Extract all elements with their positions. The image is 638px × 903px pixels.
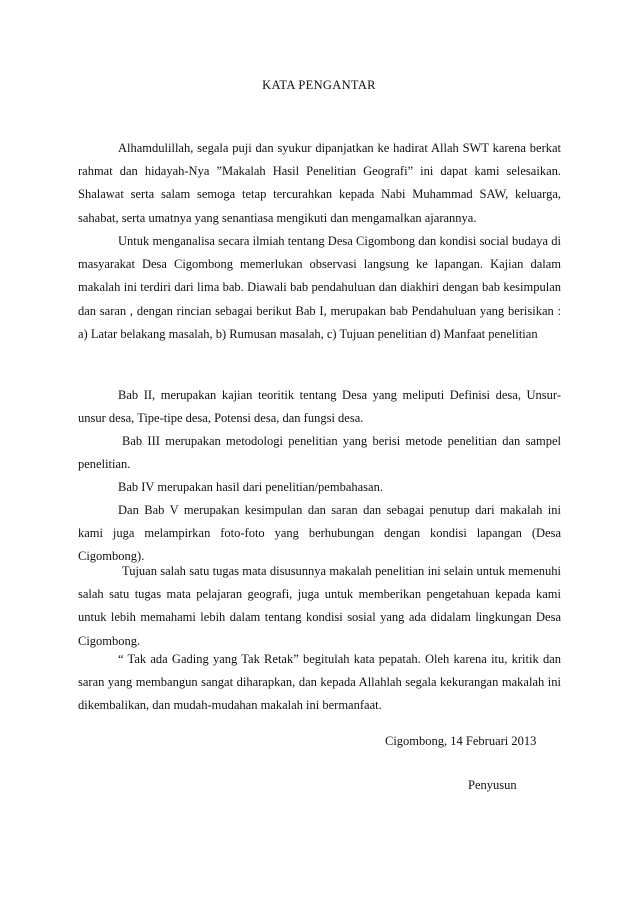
place-date: Cigombong, 14 Februari 2013 <box>385 734 537 748</box>
paragraph-bab-3: Bab III merupakan metodologi penelitian yang berisi metode penelitian dan sampel penelitian. <box>78 434 561 472</box>
paragraph-closing: “ Tak ada Gading yang Tak Retak” begitulah kata pepatah. Oleh karena itu, kritik dan saran yang membangun sangat diharapkan, dan kepada Allahlah segala kekurangan makalah ini dikembalikan, dan mudah-mudahan makalah ini bermanfaat. <box>78 652 561 713</box>
paragraph-overview: Untuk menganalisa secara ilmiah tentang Desa Cigombong dan kondisi social budaya di masyarakat Desa Cigombong memerlukan observasi langsung ke lapangan. Kajian dalam makalah ini terdiri dari lima bab. Diawali bab pendahuluan dan diakhiri dengan bab kesimpulan dan saran , dengan rincian sebagai berikut Bab I, merupakan bab Pendahuluan yang berisikan : a) Latar belakang masalah, b) Rumusan masalah, c) Tujuan penelitian d) Manfaat penelitian <box>78 234 561 341</box>
paragraph-opening: Alhamdulillah, segala puji dan syukur dipanjatkan ke hadirat Allah SWT karena berkat rahmat dan hidayah-Nya ”Makalah Hasil Penelitian Geografi” ini dapat kami selesaikan. Shalawat serta salam semoga tetap tercurahkan kepada Nabi Muhammad SAW, keluarga, sahabat, serta umatnya yang senantiasa mengikuti dan mengamalkan ajarannya. <box>78 141 561 225</box>
paragraph-bab-5: Dan Bab V merupakan kesimpulan dan saran dan sebagai penutup dari makalah ini kami juga melampirkan foto-foto yang berhubungan dengan kondisi lapangan (Desa Cigombong). <box>78 503 561 564</box>
paragraph-tujuan: Tujuan salah satu tugas mata disusunnya makalah penelitian ini selain untuk memenuhi salah satu tugas mata pelajaran geografi, juga untuk memberikan pengetahuan kepada kami untuk lebih memahami lebih dalam tentang kondisi sosial yang ada didalam lingkungan Desa Cigombong. <box>78 564 561 648</box>
paragraph-bab-2: Bab II, merupakan kajian teoritik tentang Desa yang meliputi Definisi desa, Unsur-unsur desa, Tipe-tipe desa, Potensi desa, dan fungsi desa. <box>78 388 561 426</box>
paragraph-bab-4: Bab IV merupakan hasil dari penelitian/pembahasan. <box>118 480 383 494</box>
signatory: Penyusun <box>468 778 517 792</box>
page-title: KATA PENGANTAR <box>262 78 376 92</box>
